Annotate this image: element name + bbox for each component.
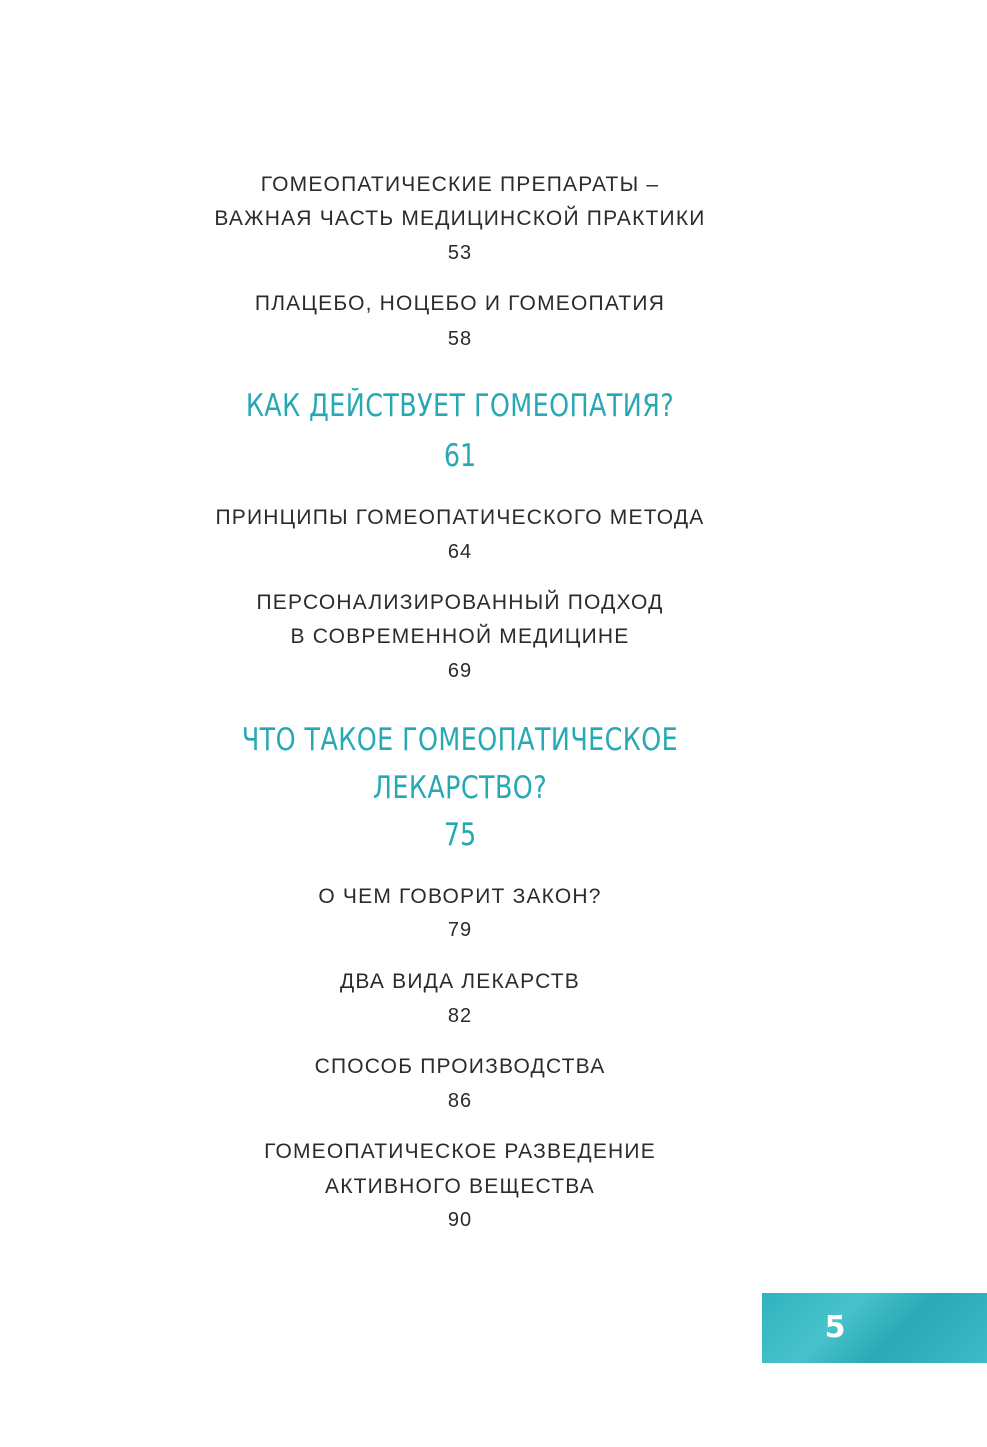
toc-entry-placebo: ПЛАЦЕБО, НОЦЕБО И ГОМЕОПАТИЯ: [254, 292, 666, 315]
toc-section-what-page: 75: [443, 817, 477, 853]
toc-entry-two-types-page: 82: [447, 1005, 473, 1027]
page-number: 5: [824, 1310, 846, 1345]
toc-entry-personalized-line1: ПЕРСОНАЛИЗИРОВАННЫЙ ПОДХОД: [256, 591, 664, 614]
toc-entry-law-page: 79: [447, 919, 473, 941]
toc-entry-dilution-page: 90: [447, 1209, 473, 1231]
toc-section-what-title-line2: ЛЕКАРСТВО?: [372, 770, 548, 806]
toc-entry-placebo-page: 58: [447, 328, 473, 350]
toc-entry-dilution-line2: АКТИВНОГО ВЕЩЕСТВА: [325, 1175, 595, 1198]
toc-section-how-title: КАК ДЕЙСТВУЕТ ГОМЕОПАТИЯ?: [245, 388, 675, 424]
page-number-tab: [762, 1293, 987, 1363]
toc-entry-personalized-line2: В СОВРЕМЕННОЙ МЕДИЦИНЕ: [290, 625, 630, 648]
toc-entry-principles-page: 64: [447, 541, 473, 563]
toc-entry-production: СПОСОБ ПРОИЗВОДСТВА: [314, 1055, 606, 1078]
toc-entry-law: О ЧЕМ ГОВОРИТ ЗАКОН?: [318, 885, 602, 908]
toc-entry-dilution-line1: ГОМЕОПАТИЧЕСКОЕ РАЗВЕДЕНИЕ: [264, 1140, 656, 1163]
toc-entry-two-types: ДВА ВИДА ЛЕКАРСТВ: [339, 970, 581, 993]
toc-section-how-page: 61: [443, 438, 477, 474]
toc-entry-principles: ПРИНЦИПЫ ГОМЕОПАТИЧЕСКОГО МЕТОДА: [215, 506, 705, 529]
toc-entry-personalized-page: 69: [447, 660, 473, 682]
toc-entry-preparations-page: 53: [447, 242, 473, 264]
toc-entry-preparations-line2: ВАЖНАЯ ЧАСТЬ МЕДИЦИНСКОЙ ПРАКТИКИ: [214, 207, 706, 230]
toc-entry-production-page: 86: [447, 1090, 473, 1112]
toc-entry-preparations-line1: ГОМЕОПАТИЧЕСКИЕ ПРЕПАРАТЫ –: [260, 173, 660, 196]
toc-section-what-title-line1: ЧТО ТАКОЕ ГОМЕОПАТИЧЕСКОЕ: [241, 722, 679, 758]
